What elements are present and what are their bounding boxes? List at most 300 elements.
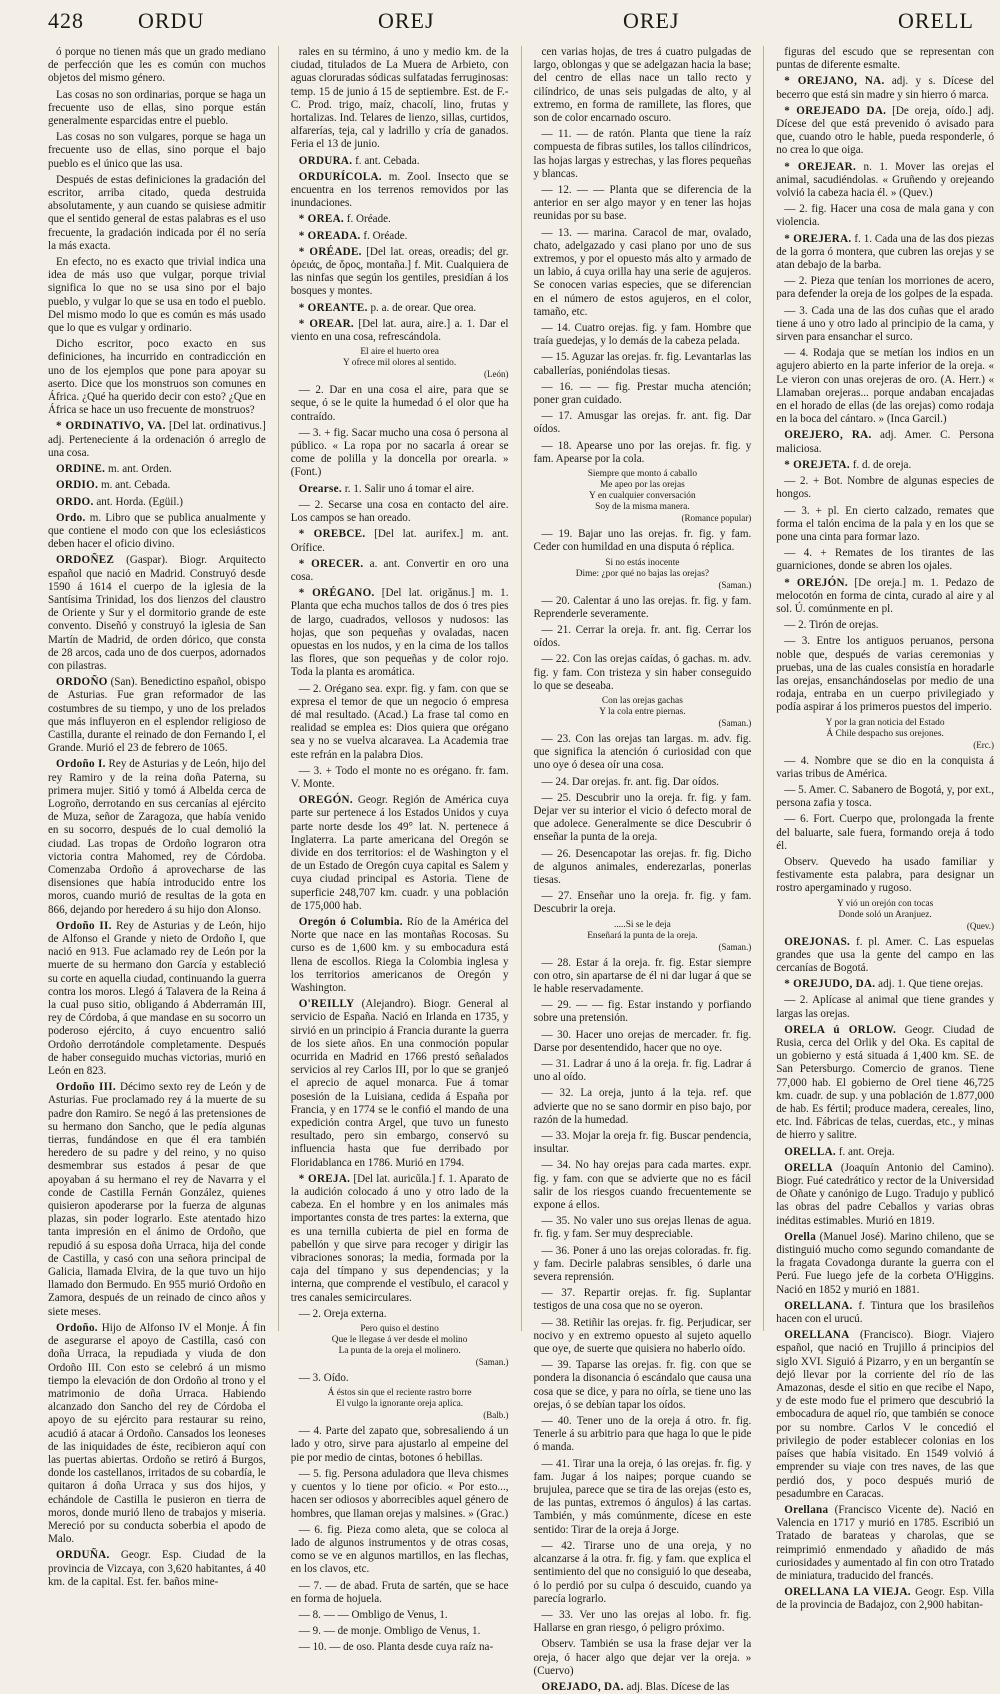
quote-source: (Saman.): [475, 1357, 509, 1368]
headword: ORELLA: [784, 1161, 833, 1174]
entry-text: [Del lat. origănus.] m. 1. Planta que echa muchos tallos de dos ó tres pies de largo, cuadrados, vellosos y nudosos: las hojas, que son pequeñas y ovaladas, nacen opuestas en los nudos, y en la cima de los tallos las flores, que son pequeñas y de color rojo. Toda la planta es aromática.: [290, 587, 509, 679]
entry-sense: [776, 203, 994, 229]
quote-line: Donde soló un Aranjuez.: [838, 909, 932, 920]
headword: Ordoño II.: [56, 919, 112, 932]
headword: ORELLANA LA VIEJA.: [784, 1586, 911, 1599]
quote-line: Y la cola entre piernas.: [599, 706, 686, 717]
headword: ORDOÑO: [56, 676, 108, 689]
entry-text: [De oreja.] m. 1. Pedazo de melocotón en forma de cinta, curado al aire y al sol. Ú. comúnmente en pl.: [776, 576, 994, 615]
entry-sense: [534, 653, 752, 693]
entry-sense: [534, 184, 752, 224]
dictionary-entry: [48, 554, 266, 673]
entry-sense: [534, 848, 752, 888]
entry-sense: [291, 1425, 509, 1465]
quote-source: (Balb.): [483, 1410, 509, 1421]
entry-sense: [534, 322, 752, 348]
entry-text: Rey de Asturias y de León, hijo de Alfonso el Grande y nieto de Ordoño I, que nació en 913. Fue aclamado rey de León por la muerte de su hermano don García y estableció su corte en aquella ciudad, continuando la guerra contra los moros. Llegó á Talavera de la Reina á la cual puso sitio, obligando á Abderramán III, rey de Córdoba, á que mandase en su socorro un poderoso ejército, á cuyo encuentro salió Ordoño derrotándole completamente. Después de haber conseguido muchas victorias, murió en León en 823.: [48, 919, 266, 1078]
headword: ORDIO.: [56, 479, 99, 492]
headword: Ordoño I.: [56, 758, 106, 771]
entry-sense: [291, 1641, 509, 1654]
entry-text: n. 1. Mover las orejas el animal, sacudiéndolas. « Gruñendo y orejeando volvió la cabeza hacia él. » (Quev.): [776, 160, 994, 200]
entry-text: — 3. + Todo el monte no es orégano. fr. fam. V. Monte.: [290, 764, 509, 790]
entry-text: — 2. + Bot. Nombre de algunas especies de hongos.: [776, 475, 994, 501]
entry-text: — 2. fig. Hacer una cosa de mala gana y con violencia.: [776, 203, 994, 229]
headword: * OREJÓN.: [784, 576, 848, 589]
dictionary-entry: [776, 1162, 994, 1228]
paragraph: [48, 338, 266, 417]
headword: * OREJETA.: [784, 458, 850, 471]
entry-text: (Alejandro). Biogr. General al servicio de España. Nació en Irlanda en 1735, y sirvió en un principio á Francia durante la guerra de los siete años. En una conmoción popular ocurrida en Madrid en 1766 prestó señalados servicios al rey Carlos III, por lo que se granjeó el aprecio de aquel monarca. Fue á tomar posesión de la Luisiana, cedida á España por Francia, y en 1774 se le confió el mando de una expedición contra Argel, que tuvo un funesto resultado, pero sin embargo, conservó su influencia hasta que fue derribado por Floridablanca en 1786. Murió en 1794.: [290, 998, 509, 1169]
entry-sense: [291, 384, 509, 424]
headword: * OREJA.: [298, 1172, 351, 1185]
entry-text: — 13. — marina. Caracol de mar, ovalado, chato, adelgazado y casi plano por uno de sus extremos, y por el opuesto más alto y armado de un labio, á cuya orilla hay una serie de agujeros. Se conocen varias especies, que se diferencian en el número de estos agujeros, en el color, tamaño, etc.: [533, 226, 752, 318]
dictionary-entry: [776, 1504, 994, 1583]
entry-text: — 2. Oreja externa.: [298, 1307, 387, 1320]
dictionary-entry: [48, 1322, 266, 1546]
entry-text: Las cosas no son vulgares, porque se haga un frecuente uso de ellas, sino porque el bajo pueblo es el único que las usa.: [48, 131, 266, 170]
dictionary-entry: [291, 171, 509, 211]
entry-sense: [776, 275, 994, 301]
entry-sense: [291, 1580, 509, 1606]
quote-line: Y en cualquier conversación: [589, 491, 696, 502]
entry-text: — 2. Orégano sea. expr. fig. y fam. con que se expresa el temor de que un negocio ó empresa dé mal resultado. (Acad.) La frase tal como en realidad se emplea es: Dios quiera que orégano sea y no se vuelva alcaravea. La Academia trae este refrán en la palabra Dios.: [290, 682, 509, 761]
entry-sense: [534, 1415, 752, 1455]
entry-sense: [534, 1317, 752, 1357]
entry-sense: [291, 683, 509, 762]
paragraph: [48, 131, 266, 171]
entry-text: (San). Benedictino español, obispo de Asturias. Fue gran reformador de las costumbres de su tiempo, y uno de los prelados que más influyeron en el esplendor religioso de Castilla, durante el reinado de don Fernando I, el Grande. Murió el 23 de febrero de 1065.: [48, 676, 266, 755]
headword: * OREJANO, NA.: [784, 75, 885, 88]
entry-text: — 2. Tirón de orejas.: [784, 619, 879, 632]
entry-sense: [534, 351, 752, 377]
entry-sense: [534, 381, 752, 407]
entry-text: — 4. Rodaja que se metían los indios en un agujero abierto en la parte inferior de la oreja. « Le vieron con unas orejeras de oro. (A. Herr.) « Llamaban orejeras... porque andaban encajadas en el horado de ellas (de las orejas) como rodaja en la boca del cántaro. » (Inca Garcil.): [776, 347, 994, 426]
entry-text: f. Tintura que los brasileños hacen con el urucú.: [776, 1299, 994, 1326]
guide-word-3: OREJ: [623, 8, 680, 33]
entry-text: rales en su término, á uno y medio km. de la ciudad, titulados de La Muera de Arbieto, con aguas cloruradas sódicas sulfatadas ferruginosas: temp. 15 de junio á 15 de septiembre. Est. de F.-C. Prod. trigo, maíz, chacolí, lino, frutas y hortalizas. Ind. Telares de lienzo, sillas, curtidos, alfarerías, teja, cal y ladrillo y cría de ganados. Feria el 13 de junio.: [290, 46, 509, 151]
entry-sense: [534, 1159, 752, 1212]
paragraph: [776, 856, 994, 896]
quote-line: Á éstos sin que el reciente rastro borre: [327, 1388, 472, 1399]
headword: * ORDINATIVO, VA.: [56, 420, 166, 433]
headword: * OREA.: [298, 213, 344, 226]
entry-text: — 3. Cada una de las dos cuñas que el arado tiene á uno y otro lado al principio de la cama, y sirven para ensanchar el surco.: [776, 304, 994, 344]
column-divider: [521, 46, 522, 1331]
dictionary-entry: [776, 1329, 994, 1501]
dictionary-entry: [776, 1300, 994, 1326]
entry-sense: [291, 1468, 509, 1521]
entry-sense: [291, 1609, 509, 1622]
entry-text: p. a. de orear. Que orea.: [370, 301, 477, 314]
headword: Oregón ó Columbia.: [298, 915, 403, 928]
entry-text: Rey de Asturias y de León, hijo del rey Ramiro y de la reina doña Paterna, su primera mujer. Sitió y tomó á Albelda cerca de Logroño, derrotando en sus cercanías al ejército de Muza, señor de Zaragoza, que había venido en su socorro, después de lo cual demolió la ciudad. Las tropas de Ordoño lograron otra victoria contra Mahomed, rey de Córdoba. Comenzaba Ordoño á aprovecharse de las disensiones que había introducido entre los moros, cuando murió de resultas de la gota en 866, dejando por heredero á su hijo don Alonso.: [48, 758, 266, 916]
dictionary-entry: [48, 920, 266, 1078]
entry-text: m. Libro que se publica anualmente y que contiene el modo con que los eclesiásticos deben hacer el oficio divino.: [48, 511, 266, 551]
entry-text: Río de la América del Norte que nace en las montañas Rocosas. Su curso es de 1,600 km. y su embocadura está llena de escollos. Riega la Colombia inglesa y los territorios americanos de Oregón y Washington.: [290, 915, 509, 994]
entry-sense: [534, 1359, 752, 1412]
dictionary-entry: [48, 479, 266, 492]
paragraph: [776, 46, 994, 72]
entry-text: (Manuel José). Marino chileno, que se distinguió mucho como segundo comandante de la fragata Covadonga durante la guerra con el Perú. Fue luego jefe de la corbeta O'Higgins. Nació en 1852 y murió en 1881.: [776, 1230, 994, 1296]
entry-text: — 10. — de oso. Planta desde cuya raíz na-: [298, 1641, 494, 1654]
entry-text: — 36. Poner á uno las orejas coloradas. fr. fig. y fam. Decirle palabras sensibles, ó darle una severa reprensión.: [533, 1244, 752, 1284]
dictionary-entry: [48, 463, 266, 476]
quotation: [291, 347, 509, 380]
entry-text: — 16. — — fig. Prestar mucha atención; poner gran cuidado.: [533, 380, 752, 407]
entry-sense: [534, 792, 752, 845]
entry-sense: [534, 1087, 752, 1127]
dictionary-entry: [291, 155, 509, 168]
headword: Orella: [784, 1230, 817, 1243]
dictionary-entry: [291, 528, 509, 554]
entry-text: En efecto, no es exacto que trivial indica una idea de más uso que vulgar, porque trivial significa lo que no se usa sino por el bajo pueblo, y vulgar lo que se usa en todo el pueblo. Del mismo modo lo que es común es más usado que lo que es vulgar y ordinario.: [48, 256, 266, 335]
headword: ORDO.: [56, 495, 94, 508]
headword: ORDINE.: [56, 463, 106, 476]
headword: * OREJUDO, DA.: [784, 978, 876, 991]
entry-sense: [291, 1524, 509, 1577]
dictionary-entry: [291, 230, 509, 243]
entry-sense: [776, 619, 994, 632]
headword: ORDURA.: [298, 154, 353, 167]
dictionary-entry: [776, 459, 994, 472]
quotation: [534, 469, 752, 524]
entry-text: adj. Blas. Dícese de las: [626, 1680, 730, 1693]
quote-source: (Erc.): [973, 739, 994, 750]
entry-text: (Francisco Vicente de). Nació en Valencia en 1717 y murió en 1785. Escribió un Tratado de barateas y charolas, que se reimprimió enmendado y añadido de más curiosidades y aumentado al fin con otro Tratado de miniatura, traducido del francés.: [776, 1503, 994, 1582]
quotation: [534, 696, 752, 729]
entry-sense: [534, 733, 752, 773]
entry-text: — 11. — de ratón. Planta que tiene la raíz compuesta de fibras sutiles, los tallos cilíndricos, las hojas largas y estrechas, y las flores pequeñas y blancas.: [533, 128, 752, 180]
headword: Orellana: [784, 1503, 829, 1516]
guide-word-4: ORELL: [898, 8, 974, 33]
paragraph: [48, 174, 266, 253]
entry-text: Dicho escritor, poco exacto en sus definiciones, ha incurrido en contradicción en uno de los ejemplos que pone para apoyar su aserto. Dice que los monstruos son comunes en África. ¿Qué ha querido decir con esto? ¿Que en África se hace un uso frecuente de monstruos?: [48, 338, 266, 417]
quote-line: .....Si se le deja: [613, 919, 671, 930]
quote-line: Soy de la misma manera.: [595, 502, 690, 513]
entry-text: adj. y s. Dícese del becerro que está sin madre y sin hierro ó marca.: [776, 75, 994, 101]
quote-source: (Romance popular): [681, 513, 752, 524]
entry-text: — 41. Tirar una la oreja, ó las orejas. fr. fig. y fam. Jugar á los naipes; porque cuando se brujulea, parece que se tira de las orejas (esto es, de las puntas, extremos ó ángulos) á las cartas. También, y más comúnmente, dícese en este sentido: Tirar de la oreja á Jorge.: [533, 1457, 752, 1536]
entry-sense: [534, 440, 752, 466]
dictionary-entry: [48, 1081, 266, 1319]
entry-text: Observ. También se usa la frase dejar ver la oreja, ó hacer algo que dejar ver la oreja. » (Cuervo): [533, 1638, 752, 1677]
entry-sense: [534, 890, 752, 916]
entry-text: [Del lat. oreas, oreadis; del gr. ὀρειάς, de ὄρος, montaña.] f. Mit. Cualquiera de las ninfas que según los gentiles, presidían á los bosques y montes.: [290, 245, 509, 298]
entry-text: f. d. de oreja.: [852, 458, 912, 471]
quote-line: El aire el huerto orea: [360, 347, 439, 358]
headword: * ORÉADE.: [298, 245, 362, 258]
dictionary-entry: [776, 1231, 994, 1297]
entry-sense: [534, 128, 752, 181]
dictionary-entry: [48, 676, 266, 755]
headword: OREJADO, DA.: [541, 1680, 624, 1693]
dictionary-entry: [48, 512, 266, 552]
entry-sense: [534, 1540, 752, 1606]
dictionary-entry: [776, 161, 994, 201]
dictionary-entry: [776, 936, 994, 976]
entry-text: f. Oréade.: [363, 229, 408, 242]
dictionary-entry: [776, 105, 994, 158]
quote-line: Si no estás inocente: [605, 557, 680, 568]
entry-text: — 6. Fort. Cuerpo que, prolongada la frente del baluarte, sale fuera, formando oreja á todo él.: [776, 813, 994, 852]
headword: ORDUÑA.: [56, 1549, 110, 1562]
dictionary-entry: [291, 1173, 509, 1305]
entry-text: ó porque no tienen más que un grado mediano de perfección que les es común con muchos objetos del mismo género.: [48, 46, 266, 85]
quote-line: Dime: ¿por qué no bajas las orejas?: [575, 568, 710, 579]
entry-text: — 30. Hacer uno orejas de mercader. fr. fig. Darse por desentendido, hacer que no oye.: [533, 1028, 752, 1054]
quote-line: Siempre que monto á caballo: [587, 469, 698, 480]
headword: Orearse.: [298, 482, 342, 495]
entry-text: — 23. Con las orejas tan largas. m. adv. fig. que significa la atención ó curiosidad con que uno oye ó desea oír una cosa.: [533, 732, 752, 772]
entry-text: — 18. Apearse uno por las orejas. fr. fig. y fam. Apearse por la cola.: [533, 439, 752, 465]
headword: * ORÉGANO.: [298, 587, 375, 600]
entry-text: — 28. Estar á la oreja. fr. fig. Estar siempre con otro, sin apartarse de él ni dar lugar á que se le hable reservadamente.: [533, 956, 752, 995]
headword: Ordoño.: [56, 1321, 98, 1334]
entry-text: — 17. Amusgar las orejas. fr. ant. fig. Dar oídos.: [533, 410, 752, 436]
quote-line: Me apeo por las orejas: [599, 480, 685, 491]
entry-text: — 4. Parte del zapato que, sobresaliendo á un lado y otro, sirve para ajustarlo al empeine del pie por medio de cintas, botones ó hebillas.: [290, 1425, 509, 1464]
entry-sense: [534, 1029, 752, 1055]
entry-text: figuras del escudo que se representan con puntas de diferente esmalte.: [776, 46, 994, 72]
quote-source: (Saman.): [718, 717, 752, 728]
entry-text: — 19. Bajar uno las orejas. fr. fig. y fam. Ceder con humildad en una disputa ó réplica.: [533, 528, 752, 554]
dictionary-entry: [534, 1681, 752, 1694]
dictionary-entry: [48, 1549, 266, 1589]
entry-sense: [534, 410, 752, 436]
entry-sense: [291, 765, 509, 791]
entry-text: [De oreja, oído.] adj. Dícese del que está prevenido ó avisado para que, cuando otro le hable, pueda responderle, ó no crea lo que oiga.: [776, 104, 994, 157]
entry-text: — 35. No valer uno sus orejas llenas de agua. fr. fig. y fam. Ser muy despreciable.: [533, 1215, 752, 1241]
dictionary-entry: [776, 978, 994, 991]
dictionary-entry: [48, 420, 266, 460]
paragraph: [48, 256, 266, 335]
entry-text: — 3. + fig. Sacar mucho una cosa ó persona al público. « La ropa por no sacarla á orear se come de polilla y la doncella por orearla. » (Font.): [290, 426, 509, 479]
entry-sense: [534, 1245, 752, 1285]
entry-text: f. Oréade.: [346, 213, 391, 226]
entry-text: Hijo de Alfonso IV el Monje. Á fin de asegurarse el apoyo de Castilla, casó con doña Urraca, la repudiada y viuda de don Ordoño III. Con esto se celebró á un mismo tiempo la elevación de don Ordoño al trono y el matrimonio de doña Urraca. Habiendo alcanzado don Sancho del rey de Córdoba el apoyo de su ejército para restaurar su reino, acudió á atacar á Ordoño. Cansados los leoneses de las iniquidades de éste, recibieron aquí con las puertas abiertas. Ordoño se retiró á Burgos, donde los castellanos, irritados de su cobardía, le quitaron á doña Urraca y sus dos hijos, y echándole de Castilla le pusieron en tierra de moros, donde murió lleno de trabajos y miseria. Mereció por su conducta soberbia el apodo de Malo.: [48, 1321, 266, 1546]
headword: * OREAR.: [298, 317, 354, 330]
dictionary-entry: [291, 998, 509, 1170]
entry-text: [Del lat. ordinativus.] adj. Perteneciente á la ordenación ó arreglo de una cosa.: [48, 420, 266, 459]
entry-text: m. ant. Orden.: [108, 463, 172, 476]
headword: ORELLANA: [784, 1329, 850, 1342]
entry-text: Geogr. Esp. Ciudad de la provincia de Vizcaya, con 3,620 habitantes, á 40 km. de la capital. Est. fer. baños mine-: [48, 1549, 266, 1588]
entry-sense: [291, 1308, 509, 1321]
entry-text: f. pl. Amer. C. Las espuelas grandes que usa la gente del campo en las cercanías de Bogotá.: [776, 935, 994, 974]
paragraph: [291, 46, 509, 152]
quotation: [776, 899, 994, 932]
entry-text: — 25. Descubrir uno la oreja. fr. fig. y fam. Dejar ver su interior el vicio ó defecto moral de que adolece. Generalmente se dice Descubrir ó enseñar la punta de la oreja.: [533, 791, 752, 844]
quotation: [291, 1324, 509, 1368]
dictionary-entry: [291, 302, 509, 315]
entry-text: — 2. Secarse una cosa en contacto del aire. Los campos se han oreado.: [290, 498, 509, 525]
entry-sense: [291, 1625, 509, 1638]
dictionary-entry: [776, 1146, 994, 1159]
entry-text: — 24. Dar orejas. fr. ant. fig. Dar oídos.: [541, 775, 719, 788]
entry-text: — 42. Tirarse uno de una oreja, y no alcanzarse á la otra. fr. fig. y fam. que explica el sentimiento del que no consiguió lo que deseaba, ó lo perdió por su culpa ó descuido, cuando ya parecía lograrlo.: [533, 1539, 752, 1605]
quotation: [534, 558, 752, 591]
entry-sense: [776, 635, 994, 714]
column-divider: [278, 46, 279, 1331]
entry-text: — 4. Nombre que se dio en la conquista á varias tribus de América.: [776, 754, 994, 780]
headword: * OREBCE.: [298, 528, 366, 541]
entry-sense: [776, 755, 994, 781]
entry-text: (Joaquín Antonio del Camino). Biogr. Fué catedrático y rector de la Universidad de Oñate y canónigo de Lugo. Tradujo y publicó las obras del padre Ceballos y varias obras inéditas estimables. Murió en 1819.: [776, 1161, 994, 1227]
entry-sense: [534, 957, 752, 997]
entry-text: — 32. La oreja, junto á la teja. ref. que advierte que no se sano dormir en piso bajo, por razón de la humedad.: [533, 1087, 752, 1126]
headword: Ordo.: [56, 511, 86, 524]
entry-text: — 26. Desencapotar las orejas. fr. fig. Dicho de algunos animales, enderezarlas, ponerlas tiesas.: [533, 847, 752, 886]
entry-text: Después de estas definiciones la gradación del escritor, arriba citado, queda destruida absolutamente, y aun cuando se quisiese admitir que el sentido general de estas palabras es el uso frecuente, la gradación indicada por él no sería la más exacta.: [48, 173, 266, 252]
paragraph: [534, 46, 752, 125]
entry-text: Geogr. Ciudad de Rusia, cerca del Orlik y del Oka. Es capital de un gobierno y está situada á 1,400 km. SE. de San Petersburgo. Comercio de granos. Tiene 77,000 hab. El gobierno de Orel tiene 46,725 km. cuadr. de sup. y una población de 1.877,000 de hab. Es fértil; produce madera, cereales, lino, etc. Ind. Fábricas de telas, cuerdas, etc., y minas de hierro y salitre.: [776, 1023, 995, 1142]
column-3: [533, 46, 752, 1693]
entry-text: — 40. Tener uno de la oreja á otro. fr. fig. Tenerle á su arbitrio para que haga lo que le pide ó manda.: [533, 1415, 752, 1454]
entry-text: ant. Horda. (Egüil.): [96, 495, 183, 508]
page-header: [48, 8, 994, 48]
column-2: [290, 46, 509, 1654]
entry-text: r. 1. Salir uno á tomar el aire.: [344, 482, 475, 495]
entry-text: — 7. — de abad. Fruta de sartén, que se hace en forma de hojuela.: [290, 1579, 509, 1605]
entry-text: f. 1. Cada una de las dos piezas de la gorra ó montera, que cubren las orejas y se atan debajo de la barba.: [776, 232, 995, 272]
entry-sense: [776, 994, 994, 1020]
quote-line: Á Chile despacho sus orejones.: [826, 728, 944, 739]
headword: OREJONAS.: [784, 935, 851, 948]
quote-source: (Saman.): [718, 579, 752, 590]
entry-text: — 3. + pl. En cierto calzado, remates que forma el talón encima de la pala y en los que se pone una cinta para formar lazo.: [776, 504, 994, 543]
quote-line: Que le llegase á ver desde el molino: [331, 1335, 468, 1346]
entry-text: — 3. Oído.: [298, 1372, 349, 1385]
column-1: [48, 46, 266, 1588]
entry-text: — 2. Dar en una cosa el aire, para que se seque, ó se le quite la humedad ó el olor que ha contraído.: [290, 384, 509, 423]
dictionary-entry: [291, 587, 509, 679]
paragraph: [48, 89, 266, 129]
entry-sense: [534, 1058, 752, 1084]
quote-line: El vulgo la ignorante oreja aplica.: [336, 1399, 464, 1410]
entry-sense: [291, 1372, 509, 1385]
dictionary-entry: [776, 429, 994, 455]
entry-text: f. ant. Cebada.: [355, 154, 420, 167]
entry-text: f. ant. Oreja.: [838, 1145, 895, 1158]
entry-sense: [534, 776, 752, 789]
entry-text: — 14. Cuatro orejas. fig. y fam. Hombre que traía guedejas, y lo demás de la cabeza pelada.: [533, 322, 752, 348]
dictionary-entry: [291, 213, 509, 226]
dictionary-entry: [48, 496, 266, 509]
quote-source: (León): [484, 369, 509, 380]
entry-text: Geogr. Región de América cuya parte sur pertenece á los Estados Unidos y cuya parte norte desde los 49° lat. N. pertenece á Inglaterra. La parte americana del Oregón se divide en dos territorios: el de Washington y el de un Estado de Oregón cuya capital es Salem y cuya ciudad principal es Astoria. Tiene de superficie 248,707 km. cuadr. y una población de 175,000 hab.: [290, 794, 509, 912]
entry-text: Las cosas no son ordinarias, porque se haga un frecuente uso de ellas, sino porque están generalmente esparcidas entre el pueblo.: [48, 88, 266, 128]
entry-text: — 4. + Remates de los tirantes de las guarniciones, donde se abren los ojales.: [776, 547, 994, 573]
column-divider: [763, 46, 764, 1331]
entry-sense: [776, 784, 994, 810]
entry-text: — 2. Pieza que tenían los morriones de acero, para defender la oreja de los golpes de la espada.: [776, 275, 994, 301]
dictionary-entry: [291, 483, 509, 496]
headword: * OREADA.: [298, 229, 361, 242]
entry-text: a. ant. Convertir en oro una cosa.: [290, 557, 509, 583]
entry-text: [Del lat. auricŭla.] f. 1. Aparato de la audición colocado á uno y otro lado de la cabeza. En el hombre y en los animales más importantes consta de tres partes: la externa, que es una ternilla cubierta de piel en forma de pabellón y que sirve para recoger y dirigir las vibraciones sonoras; la media, formada por la caja del tímpano y sus dependencias; y la interna, que comprende el vestíbulo, el caracol y tres canales semicirculares.: [290, 1172, 509, 1304]
headword: O'REILLY: [298, 998, 355, 1011]
entry-text: — 9. — de monje. Ombligo de Venus, 1.: [298, 1625, 481, 1638]
dictionary-entry: [776, 577, 994, 617]
quote-source: (Quev.): [966, 920, 994, 931]
headword: ORDOÑEZ: [56, 554, 115, 567]
dictionary-entry: [291, 794, 509, 913]
entry-text: — 20. Calentar á uno las orejas. fr. fig. y fam. Reprenderle severamente.: [533, 594, 752, 620]
dictionary-entry: [291, 916, 509, 995]
guide-word-1: ORDU: [138, 8, 205, 33]
entry-sense: [534, 624, 752, 650]
entry-sense: [776, 813, 994, 853]
dictionary-entry: [776, 1024, 994, 1143]
headword: Ordoño III.: [56, 1081, 116, 1094]
entry-text: (Francisco). Biogr. Viajero español, que nació en Trujillo á principios del siglo XVI. Siguió á Pizarro, y en un bergantín se dejó llevar por la corriente del río de las Amazonas, desde el sitio en que recibe el Napo, y de este modo fue el primero que descubrió la embocadura de aquel río, que también se conoce por su nombre. Carlos V le concedió el privilegio de poder establecer colonias en los países que había visitado. En 1549 volvió á emprender su viaje con tres naves, de las que perdió dos, y poco después murió de pesadumbre en Caracas.: [776, 1329, 994, 1500]
quotation: [534, 920, 752, 953]
dictionary-entry: [48, 758, 266, 916]
entry-text: — 33. Mojar la oreja fr. fig. Buscar pendencia, insultar.: [533, 1130, 752, 1156]
entry-text: — 31. Ladrar á uno á la oreja. fr. fig. Ladrar á uno al oído.: [533, 1057, 752, 1084]
entry-text: — 5. Amer. C. Sabanero de Bogotá, y, por ext., persona zafia y tosca.: [776, 783, 994, 810]
entry-text: — 21. Cerrar la oreja. fr. ant. fig. Cerrar los oídos.: [533, 623, 752, 650]
entry-text: cen varias hojas, de tres á cuatro pulgadas de largo, oblongas y que se adelgazan hacia la base; del centro de ellas nace un tallo recto y cilíndrico, de unas seis pulgadas de alto, y al extremo, en forma de ramillete, las flores, que son de color encarnado oscuro.: [533, 46, 752, 125]
entry-text: — 15. Aguzar las orejas. fr. fig. Levantarlas las caballerías, poniéndolas tiesas.: [533, 351, 752, 377]
dictionary-entry: [291, 318, 509, 344]
entry-text: — 5. fig. Persona aduladora que lleva chismes y cuentos y lo tiene por oficio. « Por esto..., hacen ser odiosos y aborrecibles aquel género de hombres, que llaman orejas y malsines. » (Grac.): [290, 1467, 509, 1520]
entry-text: — 27. Enseñar uno la oreja. fr. fig. y fam. Descubrir la oreja.: [533, 890, 752, 916]
dictionary-entry: [776, 75, 994, 101]
entry-text: — 34. No hay orejas para cada martes. expr. fig. y fam. con que se advierte que no es fácil salir de los riesgos cuando frecuentemente se expone á ellos.: [533, 1159, 752, 1212]
entry-text: adj. 1. Que tiene orejas.: [878, 978, 984, 991]
dictionary-entry: [776, 1586, 994, 1612]
entry-text: — 8. — — Ombligo de Venus, 1.: [298, 1608, 448, 1621]
headword: OREJERO, RA.: [784, 429, 872, 442]
entry-text: Décimo sexto rey de León y de Asturias. Fue proclamado rey á la muerte de su padre don Ramiro. Se negó á las pretensiones de su hermano don Sancho, que le pedía algunas tierras, fundándose en que él era también heredero de su padre y del reino, y no quiso desmembrar sus estados á pesar de que apoyaban á su hermano el rey de Navarra y el conde de Castilla Fernán González, quienes quisieron apoderarse por la fuerza de algunas plazas, sin poder lograrlo. Este atentado hizo tanta impresión en el ánimo de Ordoño, que repudió á su esposa doña Urraca, hija del conde de Castilla, y casó con una señora principal de Galicia, llamada Elvira, de la que tuvo un hijo llamado don Bermudo. En 955 murió Ordoño en Zamora, después de un reinado de cinco años y siete meses.: [48, 1081, 266, 1318]
headword: * OREANTE.: [298, 301, 368, 314]
headword: ORELA ú ORLOW.: [784, 1023, 897, 1036]
entry-text: m. Zool. Insecto que se encuentra en los terrenos removidos por las inundaciones.: [290, 170, 509, 210]
entry-sense: [291, 427, 509, 480]
entry-text: Observ. Quevedo ha usado familiar y festivamente esta palabra, para designar un rostro apergaminado y rugoso.: [776, 855, 994, 895]
entry-sense: [776, 547, 994, 573]
page-number: 428: [48, 8, 84, 33]
entry-text: — 37. Repartir orejas. fr. fig. Suplantar testigos de una cosa que no se oyeron.: [533, 1287, 752, 1313]
entry-sense: [776, 505, 994, 545]
quote-source: (Saman.): [718, 941, 752, 952]
paragraph: [48, 46, 266, 86]
entry-text: — 6. fig. Pieza como aleta, que se coloca al lado de algunos instrumentos y de otras cosas, como se ve en algunos martillos, en las flechas, en los clavos, etc.: [290, 1523, 509, 1576]
entry-sense: [776, 475, 994, 501]
quotation: [291, 1388, 509, 1421]
dictionary-entry: [291, 246, 509, 299]
quote-line: Con las orejas gachas: [601, 695, 683, 706]
entry-text: Geogr. Esp. Villa de la provincia de Badajoz, con 2,900 habitan-: [776, 1586, 994, 1612]
dictionary-entry: [776, 233, 994, 273]
entry-text: — 29. — — fig. Estar instando y porfiando sobre una pretensión.: [533, 999, 752, 1025]
column-4: [776, 46, 995, 1612]
entry-sense: [534, 595, 752, 621]
entry-sense: [534, 1458, 752, 1537]
headword: * OREJEAR.: [784, 160, 857, 173]
entry-sense: [776, 347, 994, 426]
entry-sense: [534, 1130, 752, 1156]
guide-word-2: OREJ: [378, 8, 435, 33]
quote-line: Pero quiso el destino: [360, 1324, 439, 1335]
entry-sense: [534, 227, 752, 319]
entry-sense: [534, 528, 752, 554]
headword: OREGÓN.: [298, 794, 353, 807]
entry-text: — 39. Taparse las orejas. fr. fig. con que se pondera la disonancia ó escándalo que causa una cosa que se dice, y para no oírla, se tiene uno las orejas, ó se debían tapar los oídos.: [533, 1359, 752, 1411]
dictionary-entry: [291, 558, 509, 584]
quote-line: Y ofrece mil olores al sentido.: [343, 358, 457, 369]
